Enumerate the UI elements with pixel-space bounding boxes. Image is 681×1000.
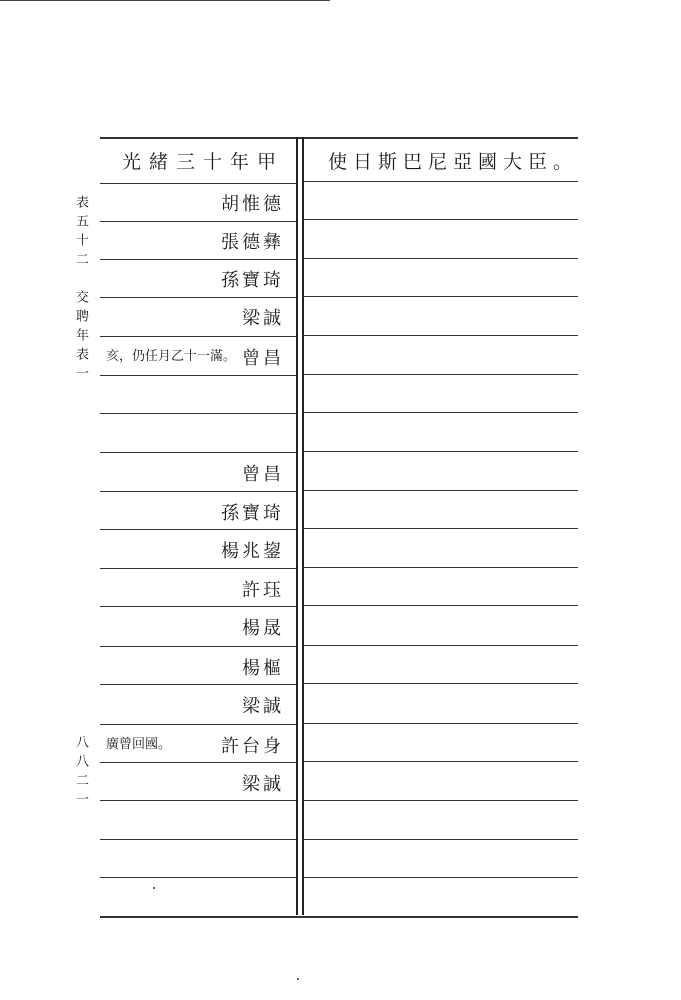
table-row <box>100 570 296 608</box>
row-rule <box>100 606 296 607</box>
envoy-name: 曾昌 <box>242 464 284 485</box>
envoy-name: 楊樞 <box>242 658 284 679</box>
table-row <box>100 338 296 376</box>
table-top-rule <box>100 137 578 139</box>
envoy-name: 梁誠 <box>242 774 284 795</box>
table-row <box>100 531 296 569</box>
row-note: 亥，仍任月乙十一滿。 <box>106 349 237 364</box>
row-rule <box>302 296 578 297</box>
table-row <box>100 454 296 492</box>
envoy-name: 許珏 <box>242 580 284 601</box>
scan-speck <box>297 978 299 980</box>
post-header: 使日斯巴尼亞國大臣。 <box>327 150 578 173</box>
column-divider-right <box>302 137 304 915</box>
row-rule <box>100 724 296 725</box>
envoy-name: 楊晟 <box>242 618 284 639</box>
row-rule <box>100 375 296 376</box>
envoy-name: 梁誠 <box>242 308 284 329</box>
table-row <box>100 802 296 840</box>
row-rule <box>302 761 578 762</box>
row-rule <box>302 839 578 840</box>
row-rule <box>100 877 296 878</box>
row-rule <box>302 800 578 801</box>
row-rule <box>100 762 296 763</box>
row-rule <box>100 336 296 337</box>
table-row <box>100 648 296 686</box>
envoy-name: 孫寶琦 <box>221 503 284 524</box>
table-row <box>100 298 296 336</box>
row-rule <box>302 605 578 606</box>
row-rule <box>302 374 578 375</box>
row-rule <box>100 529 296 530</box>
table-row <box>100 686 296 724</box>
table-row <box>100 878 296 916</box>
row-rule <box>302 181 578 182</box>
envoy-name: 曾昌 <box>242 348 284 369</box>
row-rule <box>302 335 578 336</box>
row-rule <box>100 684 296 685</box>
table-row <box>100 764 296 802</box>
row-rule <box>302 723 578 724</box>
row-rule <box>100 800 296 801</box>
row-rule <box>100 259 296 260</box>
row-rule <box>302 451 578 452</box>
table-row <box>100 184 296 222</box>
row-rule <box>302 567 578 568</box>
table-row <box>100 222 296 260</box>
running-title: 表五十二 交聘年表一 <box>73 195 88 385</box>
row-rule <box>302 490 578 491</box>
envoy-name: 梁誠 <box>242 696 284 717</box>
year-header: 光緒三十年甲 <box>121 150 284 173</box>
scan-speck <box>153 887 155 889</box>
envoy-name: 許台身 <box>221 736 284 757</box>
table-row <box>100 608 296 646</box>
row-rule <box>302 219 578 220</box>
table-bottom-rule <box>100 916 578 918</box>
scan-top-edge <box>0 0 330 1</box>
table-row <box>100 260 296 298</box>
row-rule <box>100 452 296 453</box>
table-row <box>100 493 296 531</box>
page-number: 八八二一 <box>73 735 88 811</box>
row-rule <box>100 297 296 298</box>
envoy-name: 楊兆鋆 <box>221 541 284 562</box>
row-rule <box>100 646 296 647</box>
table-row <box>100 840 296 878</box>
row-note: 廣曾回國。 <box>106 737 172 752</box>
row-rule <box>100 839 296 840</box>
column-divider-left <box>296 137 298 915</box>
row-rule <box>100 568 296 569</box>
envoy-name: 孫寶琦 <box>221 270 284 291</box>
table-row <box>100 376 296 414</box>
envoy-name: 張德彝 <box>221 232 284 253</box>
row-rule <box>302 412 578 413</box>
row-rule <box>100 491 296 492</box>
row-rule <box>302 645 578 646</box>
envoy-name: 胡惟德 <box>221 194 284 215</box>
row-rule <box>100 221 296 222</box>
row-rule <box>302 528 578 529</box>
row-rule <box>302 877 578 878</box>
table-row <box>100 414 296 452</box>
table-row <box>100 726 296 764</box>
row-rule <box>100 413 296 414</box>
row-rule <box>100 183 296 184</box>
row-rule <box>302 683 578 684</box>
row-rule <box>302 258 578 259</box>
